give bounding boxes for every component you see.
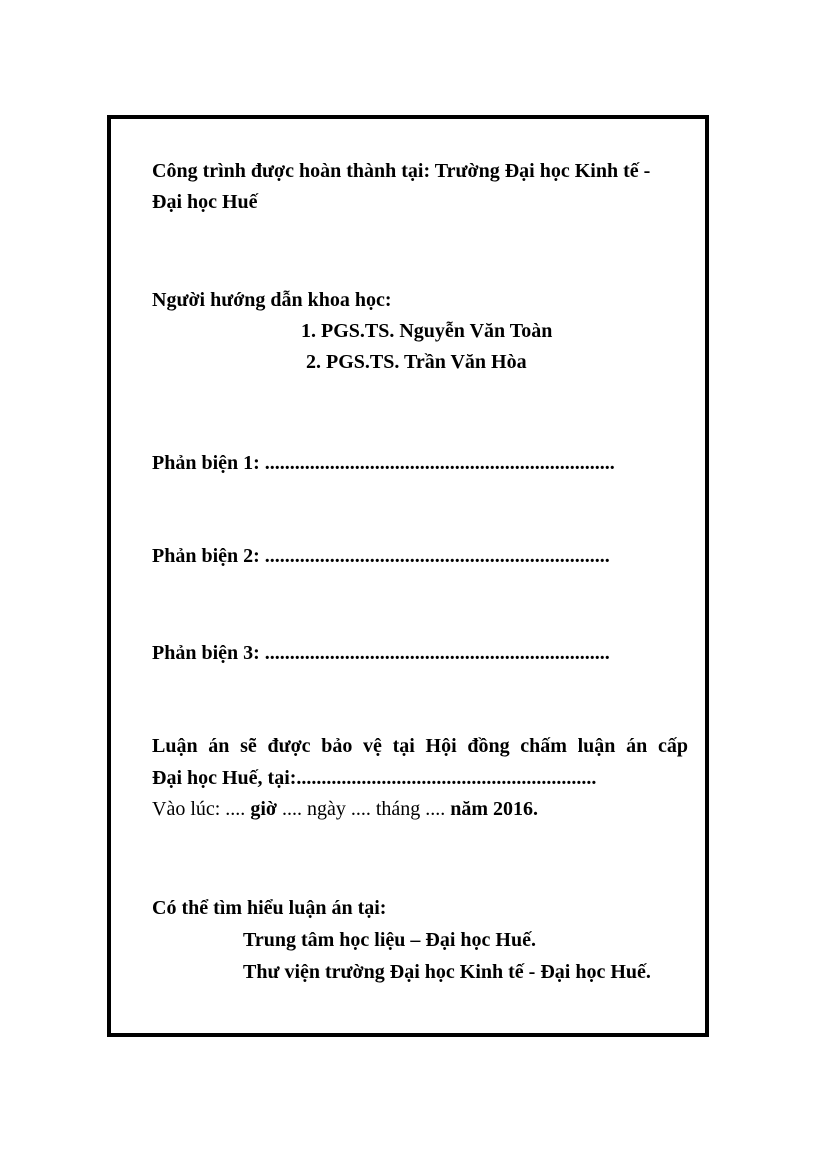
defense-time-prefix: Vào lúc: .... <box>152 798 251 820</box>
defense-line-1 <box>152 734 688 758</box>
supervisor-2: 2. PGS.TS. Trần Văn Hòa <box>306 351 527 373</box>
completed-at-line-2: Đại học Huế <box>152 191 258 213</box>
reviewer-1: Phản biện 1: ...................................................................... <box>152 452 615 474</box>
defense-time <box>152 797 538 821</box>
defense-line-1-word: Luận <box>152 735 198 757</box>
defense-line-1-word: chấm <box>520 735 567 757</box>
defense-line-1-word: đồng <box>467 735 510 757</box>
reference-1: Trung tâm học liệu – Đại học Huế. <box>243 929 536 951</box>
defense-line-1-word: tại <box>392 735 415 757</box>
reference-2: Thư viện trường Đại học Kinh tế - Đại học Huế. <box>243 961 651 983</box>
defense-time-year: năm 2016. <box>450 798 539 820</box>
supervisor-1: 1. PGS.TS. Nguyễn Văn Toàn <box>301 320 553 342</box>
reviewer-3: Phản biện 3: ..................................................................... <box>152 642 610 664</box>
references-heading: Có thể tìm hiểu luận án tại: <box>152 897 387 919</box>
defense-line-1-word: vệ <box>363 735 382 757</box>
defense-time-date: .... ngày .... tháng .... <box>276 798 451 820</box>
defense-line-2: Đại học Huế, tại:............................................................ <box>152 767 597 789</box>
defense-line-1-word: Hội <box>425 735 457 757</box>
defense-line-1-word: bảo <box>321 735 353 757</box>
defense-line-1-word: cấp <box>657 735 688 757</box>
defense-line-1-word: án <box>626 735 648 757</box>
supervisors-heading: Người hướng dẫn khoa học: <box>152 289 392 311</box>
defense-line-1-word: án <box>208 735 230 757</box>
defense-line-1-word: luận <box>577 735 616 757</box>
defense-time-hour-word: giờ <box>250 798 277 820</box>
defense-line-1-word: được <box>267 735 311 757</box>
reviewer-2: Phản biện 2: ..................................................................... <box>152 545 610 567</box>
completed-at-line-1: Công trình được hoàn thành tại: Trường Đại học Kinh tế - <box>152 160 651 182</box>
defense-line-1-word: sẽ <box>240 735 257 757</box>
